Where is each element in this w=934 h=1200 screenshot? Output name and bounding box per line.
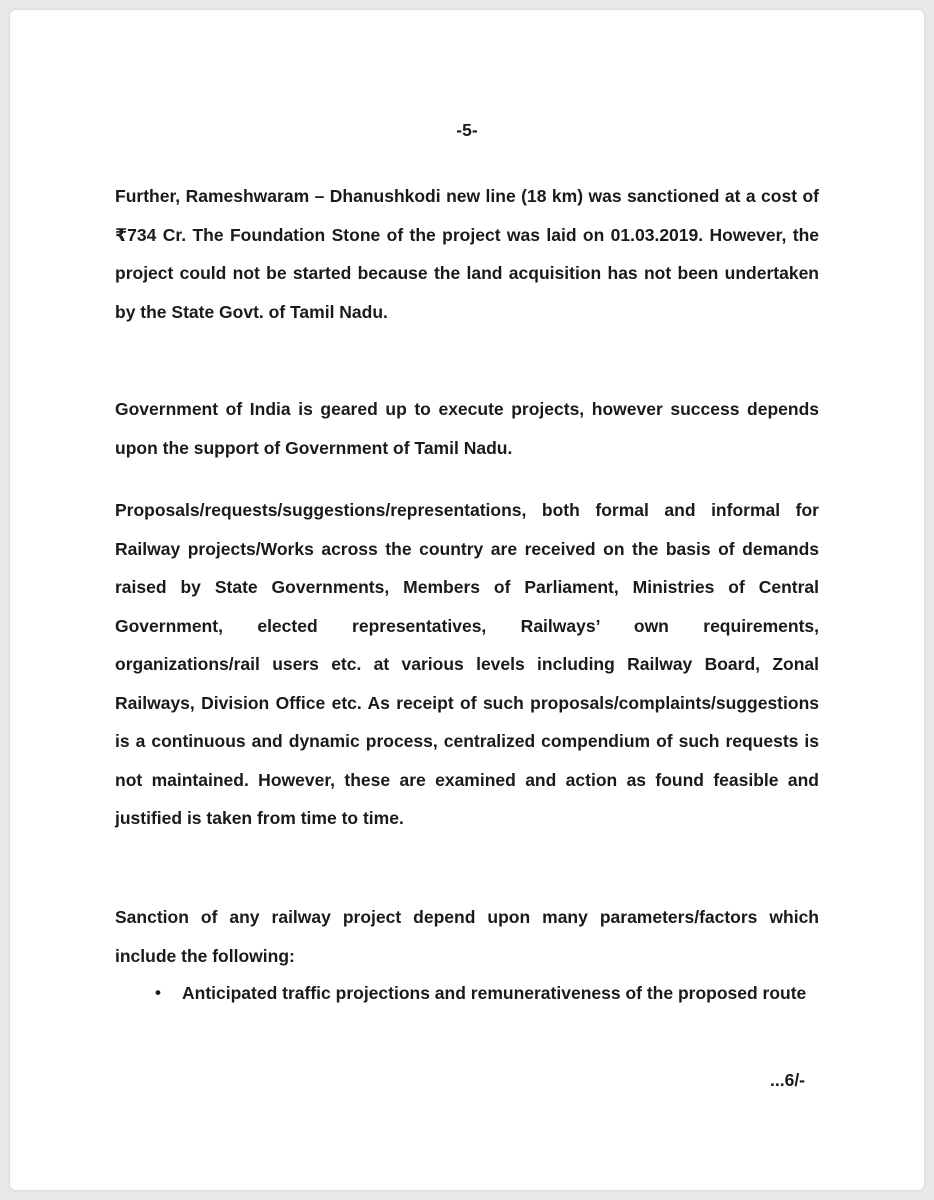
paragraph-government-support: Government of India is geared up to execute projects, however success depends upon the support of Government of Tamil Nadu. — [115, 399, 819, 458]
page-continuation-marker: ...6/- — [770, 1070, 806, 1090]
bullet-icon: • — [155, 983, 161, 1002]
bullet-text: Anticipated traffic projections and remunerativeness of the proposed route — [182, 983, 807, 1003]
paragraph-proposals: Proposals/requests/suggestions/representations, both formal and informal for Railway projects/Works across the country are received on the basis of demands raised by State Governments, Members of Parliament, Ministries of Central Government, elected representatives, Railways’ own requirements, organizations/rail users etc. at various levels including Railway Board, Zonal Railways, Division Office etc. As receipt of such proposals/complaints/suggestions is a continuous and dynamic process, centralized compendium of such requests is not maintained. However, these are examined and action as found feasible and justified is taken from time to time. — [115, 500, 819, 828]
paragraph-rameshwaram-line: Further, Rameshwaram – Dhanushkodi new line (18 km) was sanctioned at a cost of ₹734 Cr. The Foundation Stone of the project was laid on 01.03.2019. However, the project could not be started because the land acquisition has not been undertaken by the State Govt. of Tamil Nadu. — [115, 186, 819, 322]
paragraph-sanction-factors: Sanction of any railway project depend upon many parameters/factors which include the following: — [115, 907, 819, 966]
page-number: -5- — [456, 120, 478, 140]
